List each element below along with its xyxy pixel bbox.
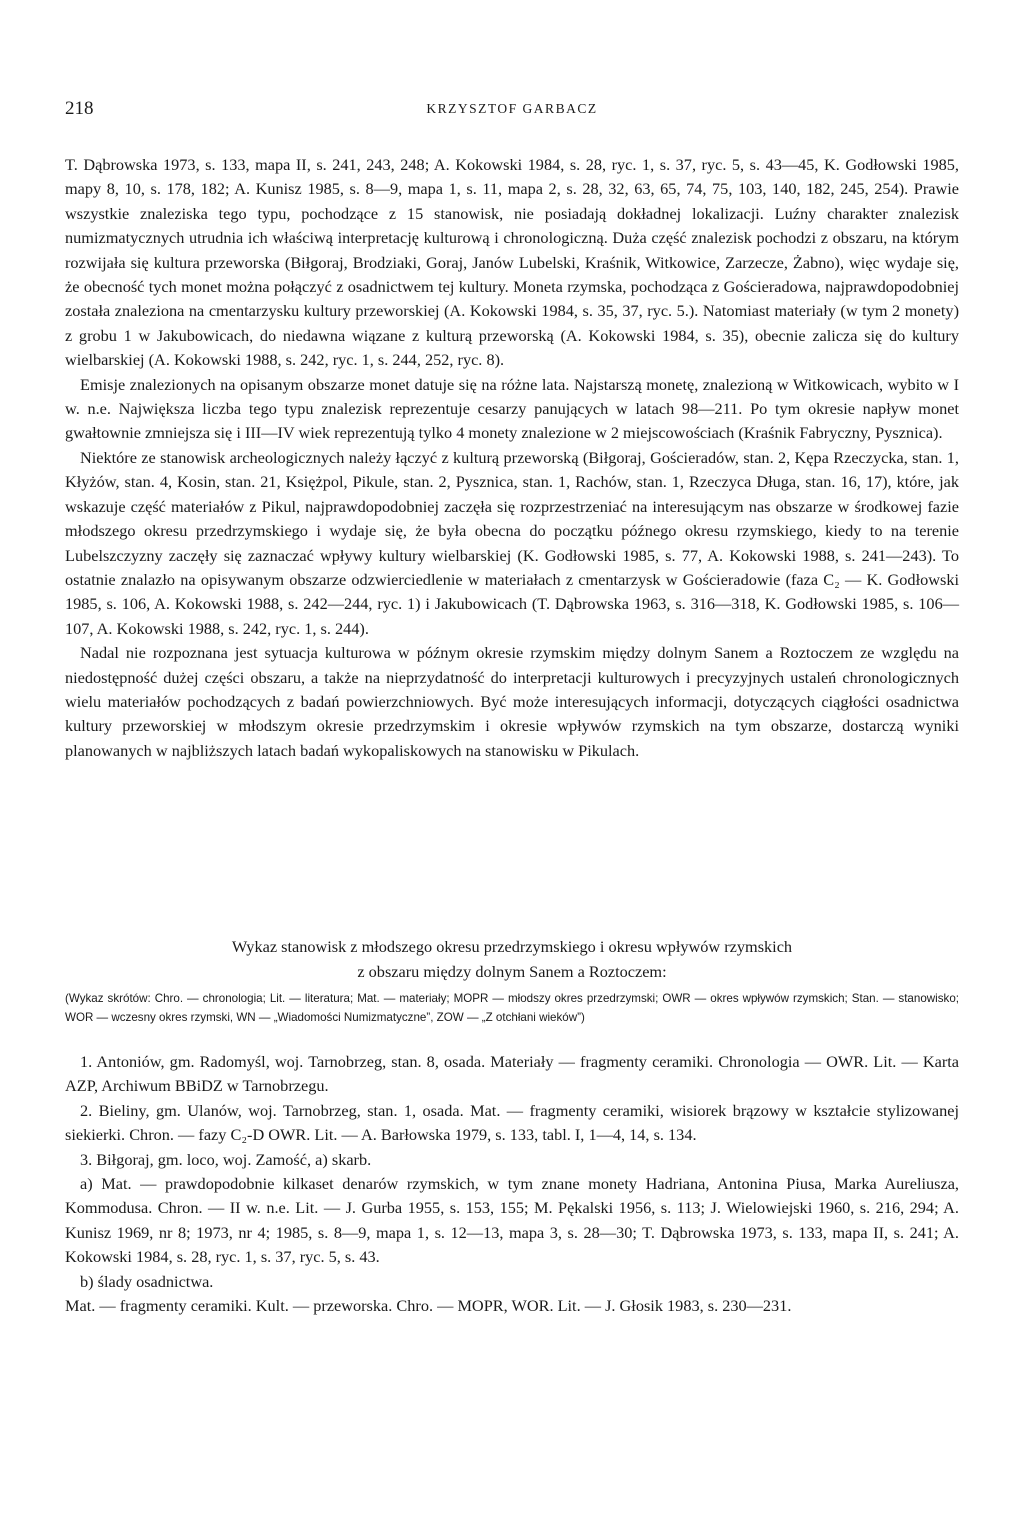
paragraph-1: T. Dąbrowska 1973, s. 133, mapa II, s. 241, 243, 248; A. Kokowski 1984, s. 28, ryc. 1, s. 37, ryc. 5, s. 43—45, K. Godłowski 1985, mapy 8, 10, s. 178, 182; A. Kunisz 1985, s. 8—9, mapa 1, s. 11, mapa 2, s. 28, 32, 63, 65, 74, 75, 103, 140, 182, 245, 254). Prawie wszystkie znaleziska tego typu, pochodzące z 15 stanowisk, nie posiadają dokładnej lokalizacji. Luźny charakter znalezisk numizmatycznych utrudnia ich właściwą interpretację kulturową i chronologiczną. Duża część znalezisk pochodzi z obszaru, na którym rozwijała się kultura przeworska (Biłgoraj, Brodziaki, Goraj, Janów Lubelski, Kraśnik, Witkowice, Zarzecze, Żabno), więc wydaje się, że obecność tych monet można połączyć z osadnictwem tej kultury. Moneta rzymska, pochodząca z Gościeradowa, najprawdopodobniej została znaleziona na cmentarzysku kultury przeworskiej (A. Kokowski 1984, s. 35, 37, ryc. 5.). Natomiast materiały (w tym 2 monety) z grobu 1 w Jakubowicach, do niedawna wiązane z kulturą przeworską (A. Kokowski 1984, s. 35), obecnie zalicza się do kultury wielbarskiej (A. Kokowski 1988, s. 242, ryc. 1, s. 244, 252, ryc. 8). bbox=[65, 155, 959, 370]
site-entry-1: 1. Antoniów, gm. Radomyśl, woj. Tarnobrzeg, stan. 8, osada. Materiały — fragmenty ceramiki. Chronologia — OWR. Lit. — Karta AZP, Archiwum BBiDZ w Tarnobrzegu. bbox=[65, 1052, 959, 1096]
section-title-line-1: Wykaz stanowisk z młodszego okresu przedrzymskiego i okresu wpływów rzymskich bbox=[231, 937, 793, 956]
paragraph-3: Niektóre ze stanowisk archeologicznych należy łączyć z kulturą przeworską (Biłgoraj, Gościeradów, stan. 2, Kępa Rzeczycka, stan. 1, Kłyżów, stan. 4, Kosin, stan. 21, Księżpol, Pikule, stan. 2, Pysznica, stan. 1, Rachów, stan. 1, Rzeczyca Długa, stan. 16, 17), które, jak wskazuje część materiałów z Pikul, najprawdopodobniej zaczęła się rozprzestrzeniać na interesującym nas obszarze w środkowej fazie młodszego okresu przedrzymskiego i wydaje się, że była obecna do początku późnego okresu rzymskiego, kiedy to na terenie Lubelszczyzny zaczęły się zaznaczać wpływy kultury wielbarskiej (K. Godłowski 1985, s. 77, A. Kokowski 1988, s. 241—243). To ostatnie znalazło na opisywanym obszarze odzwierciedlenie w materiałach z cmentarzysk w Gościeradowie (faza C₂ — K. Godłowski 1985, s. 106, A. Kokowski 1988, s. 242—244, ryc. 1) i Jakubowicach (T. Dąbrowska 1963, s. 316—318, K. Godłowski 1985, s. 106—107, A. Kokowski 1988, s. 242, ryc. 1, s. 244). bbox=[65, 447, 959, 638]
section-title bbox=[65, 934, 959, 984]
site-entry-3: 3. Biłgoraj, gm. loco, woj. Zamość, a) skarb. bbox=[80, 1149, 372, 1169]
abbreviations-list: (Wykaz skrótów: Chro. — chronologia; Lit. — literatura; Mat. — materiały; MOPR — młodszy okres przedrzymski; OWR — okres wpływów rzymskich; Stan. — stanowisko; WOR — wczesny okres rzymski, WN — „Wiadomości Numizmatyczne”, ZOW — „Z otchłani wieków”) bbox=[65, 992, 959, 1024]
body-text bbox=[65, 153, 959, 763]
paragraph-2: Emisje znalezionych na opisanym obszarze monet datuje się na różne lata. Najstarszą monetę, znalezioną w Witkowicach, wybito w I w. n.e. Największa liczba tego typu znalezisk reprezentuje cesarzy panujących w latach 98—211. Po tym okresie napływ monet gwałtownie zmniejsza się i III—IV wiek reprezentują tylko 4 monety znalezione w 2 miejscowościach (Kraśnik Fabryczny, Pysznica). bbox=[65, 374, 959, 443]
site-entry-3b: b) ślady osadnictwa. bbox=[80, 1271, 214, 1291]
page-number: 218 bbox=[65, 98, 94, 119]
paragraph-4: Nadal nie rozpoznana jest sytuacja kulturowa w późnym okresie rzymskim między dolnym Sanem a Roztoczem ze względu na niedostępność dużej części obszaru, a także na nieprzydatność do interpretacji kulturowych i precyzyjnych ustaleń chronologicznych wielu materiałów pochodzących z badań powierzchniowych. Być może interesujących informacji, dotyczących ciągłości osadnictwa kultury przeworskiej w młodszym okresie przedrzymskim i okresie wpływów rzymskich na tym obszarze, dostarczą wyniki planowanych w najbliższych latach badań wykopaliskowych na stanowisku w Pikulach. bbox=[65, 643, 959, 760]
site-entry-3a: a) Mat. — prawdopodobnie kilkaset denarów rzymskich, w tym znane monety Hadriana, Antonina Piusa, Marka Aureliusza, Kommodusa. Chron. — II w. n.e. Lit. — J. Gurba 1955, s. 153, 155; M. Pękalski 1956, s. 113; J. Wielowiejski 1960, s. 216, 294; A. Kunisz 1969, nr 8; 1973, nr 4; 1985, s. 8—9, mapa 1, s. 12—13, mapa 3, s. 28—30; T. Dąbrowska 1973, s. 133, mapa II, s. 241; A. Kokowski 1984, s. 28, ryc. 1, s. 37, ryc. 5, s. 43. bbox=[65, 1174, 959, 1267]
running-head: KRZYSZTOF GARBACZ bbox=[426, 101, 598, 116]
page-header bbox=[65, 98, 959, 128]
site-entries bbox=[65, 1050, 959, 1318]
site-entry-3b-detail: Mat. — fragmenty ceramiki. Kult. — przeworska. Chro. — MOPR, WOR. Lit. — J. Głosik 1983, s. 230—231. bbox=[65, 1296, 792, 1316]
site-entry-2: 2. Bieliny, gm. Ulanów, woj. Tarnobrzeg, stan. 1, osada. Mat. — fragmenty ceramiki, wisiorek brązowy w kształcie stylizowanej siekierki. Chron. — fazy C₂-D OWR. Lit. — A. Barłowska 1979, s. 133, tabl. I, 1—4, 14, s. 134. bbox=[65, 1100, 959, 1145]
section-title-line-2: z obszaru między dolnym Sanem a Roztoczem: bbox=[357, 962, 667, 981]
